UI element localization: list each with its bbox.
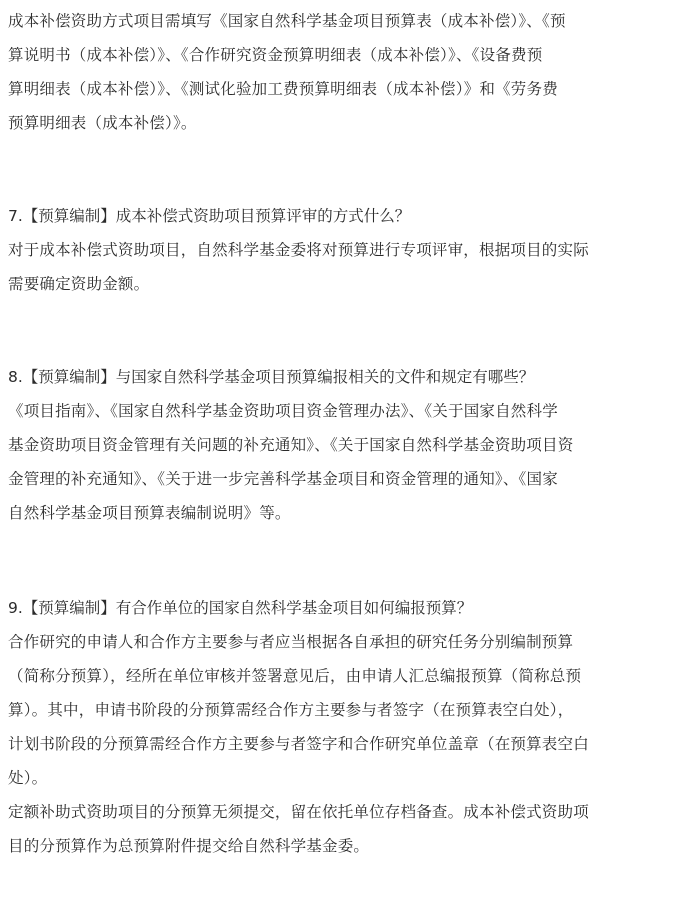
intro-line: 算明细表（成本补偿）》、《测试化验加工费预算明细表（成本补偿）》和《劳务费 [8,80,558,98]
intro-line: 成本补偿资助方式项目需填写《国家自然科学基金项目预算表（成本补偿）》、《预 [8,12,566,30]
faq-answer-line: 合作研究的申请人和合作方主要参与者应当根据各自承担的研究任务分别编制预算 [8,633,574,651]
faq-answer-line: 处）。 [8,769,48,787]
faq-answer-line: 自然科学基金项目预算表编制说明》等。 [8,504,291,522]
faq-question-9: 9.【预算编制】有合作单位的国家自然科学基金项目如何编报预算？ [8,599,473,617]
faq-question-8: 8.【预算编制】与国家自然科学基金项目预算编报相关的文件和规定有哪些？ [8,368,535,386]
intro-line: 算说明书（成本补偿）》、《合作研究资金预算明细表（成本补偿）》、《设备费预 [8,46,543,64]
intro-paragraph [8,4,684,140]
faq-answer-line: 《项目指南》、《国家自然科学基金资助项目资金管理办法》、《关于国家自然科学 [8,402,558,420]
faq-item-8 [8,360,684,530]
intro-line: 预算明细表（成本补偿）》。 [8,114,197,132]
faq-answer-line: 金管理的补充通知》、《关于进一步完善科学基金项目和资金管理的通知》、《国家 [8,470,558,488]
faq-answer-line: （简称分预算），经所在单位审核并签署意见后，由申请人汇总编报预算（简称总预 [8,667,582,685]
faq-answer-line: 需要确定资助金额。 [8,275,150,293]
faq-answer-line: 计划书阶段的分预算需经合作方主要参与者签字和合作研究单位盖章（在预算表空白 [8,735,589,753]
faq-answer-line: 定额补助式资助项目的分预算无须提交，留在依托单位存档备查。成本补偿式资助项 [8,803,589,821]
faq-answer-line: 算）。其中，申请书阶段的分预算需经合作方主要参与者签字（在预算表空白处）， [8,701,574,719]
faq-answer-line: 基金资助项目资金管理有关问题的补充通知》、《关于国家自然科学基金资助项目资 [8,436,574,454]
faq-item-9 [8,591,684,863]
faq-answer-line: 目的分预算作为总预算附件提交给自然科学基金委。 [8,837,370,855]
faq-item-7 [8,199,684,301]
faq-question-7: 7.【预算编制】成本补偿式资助项目预算评审的方式什么？ [8,207,411,225]
faq-answer-line: 对于成本补偿式资助项目，自然科学基金委将对预算进行专项评审，根据项目的实际 [8,241,589,259]
